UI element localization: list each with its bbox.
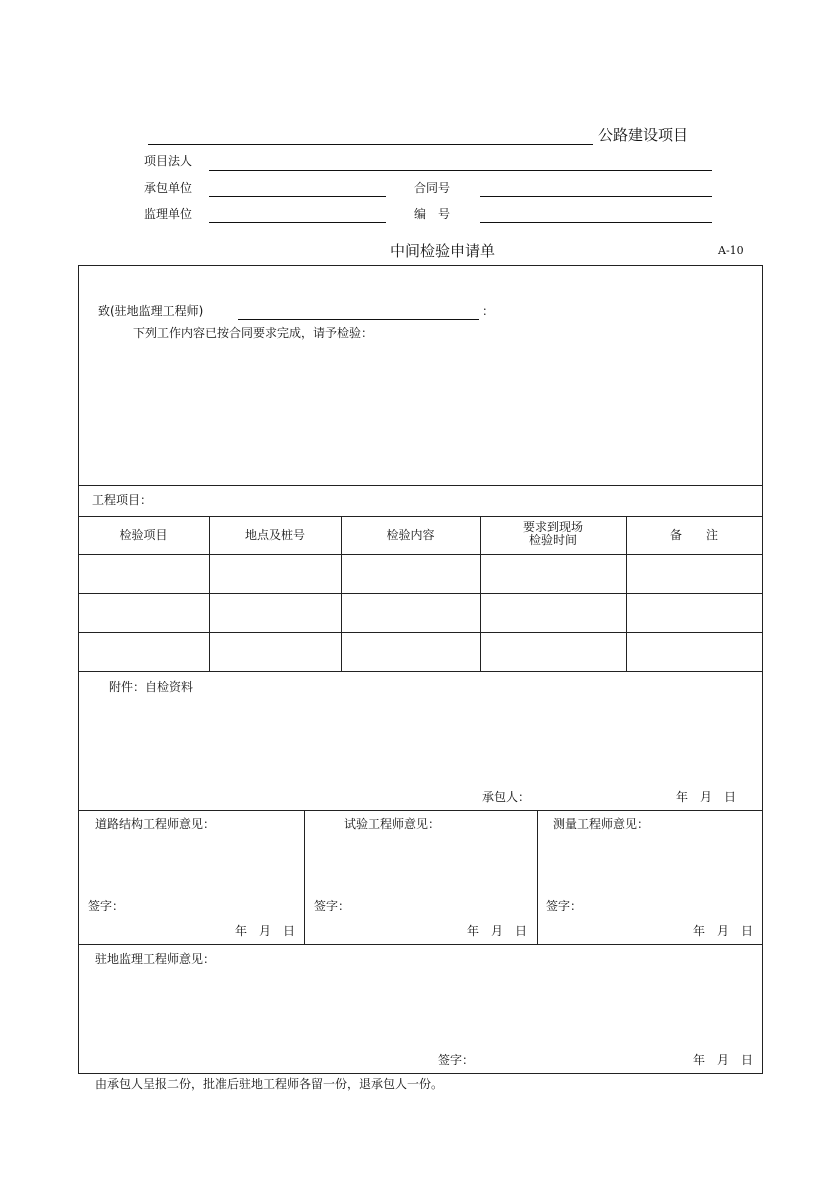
test-engineer-date: 年 月 日 bbox=[467, 924, 528, 938]
legal-person-label: 项目法人 bbox=[144, 154, 193, 168]
contractor-date: 年 月 日 bbox=[676, 790, 737, 804]
contract-no-field[interactable] bbox=[480, 196, 712, 197]
contractor-label: 承包单位 bbox=[144, 181, 193, 195]
legal-person-field[interactable] bbox=[209, 170, 712, 171]
attachment-label: 附件：自检资料 bbox=[109, 680, 194, 694]
table-row bbox=[78, 554, 762, 555]
survey-engineer-sign: 签字： bbox=[546, 899, 583, 913]
to-colon: ： bbox=[482, 304, 495, 318]
divider bbox=[78, 810, 762, 811]
test-engineer-sign: 签字： bbox=[314, 899, 351, 913]
form-code: A-10 bbox=[718, 244, 744, 257]
table-header-remarks: 备 注 bbox=[669, 528, 718, 542]
table-header-content: 检验内容 bbox=[386, 528, 435, 542]
divider bbox=[78, 485, 762, 486]
project-suffix: 公路建设项目 bbox=[598, 126, 689, 144]
table-row bbox=[78, 593, 762, 594]
resident-sign-label: 签字： bbox=[438, 1053, 475, 1067]
test-engineer-opinion-label: 试验工程师意见： bbox=[344, 817, 441, 831]
table-header-time-line2: 检验时间 bbox=[528, 533, 577, 547]
road-engineer-opinion-label: 道路结构工程师意见： bbox=[95, 817, 216, 831]
survey-engineer-date: 年 月 日 bbox=[693, 924, 754, 938]
project-label: 工程项目： bbox=[92, 493, 153, 507]
table-row bbox=[78, 671, 762, 672]
supervisor-label: 监理单位 bbox=[144, 207, 193, 221]
project-name-line[interactable] bbox=[148, 144, 593, 145]
supervisor-field[interactable] bbox=[209, 222, 386, 223]
resident-opinion-label: 驻地监理工程师意见： bbox=[95, 952, 216, 966]
table-header-inspection-item: 检验项目 bbox=[119, 528, 168, 542]
contractor-sign-label: 承包人： bbox=[482, 790, 531, 804]
table-header-location: 地点及桩号 bbox=[244, 528, 305, 542]
contract-no-label: 合同号 bbox=[414, 181, 451, 195]
number-label: 编 号 bbox=[414, 207, 451, 221]
divider bbox=[78, 944, 762, 945]
resident-engineer-field[interactable] bbox=[238, 319, 479, 320]
form-title: 中间检验申请单 bbox=[390, 242, 496, 260]
divider bbox=[78, 516, 762, 517]
to-label: 致(驻地监理工程师) bbox=[98, 304, 204, 318]
request-text: 下列工作内容已按合同要求完成，请予检验： bbox=[133, 326, 374, 340]
table-row bbox=[78, 632, 762, 633]
table-header-time-line1: 要求到现场 bbox=[522, 520, 583, 534]
footer-note: 由承包人呈报二份，批准后驻地工程师各留一份，退承包人一份。 bbox=[95, 1077, 444, 1091]
col-divider bbox=[537, 810, 538, 944]
col-divider bbox=[304, 810, 305, 944]
contractor-field[interactable] bbox=[209, 196, 386, 197]
road-engineer-sign: 签字： bbox=[88, 899, 125, 913]
survey-engineer-opinion-label: 测量工程师意见： bbox=[553, 817, 650, 831]
resident-date: 年 月 日 bbox=[693, 1053, 754, 1067]
number-field[interactable] bbox=[480, 222, 712, 223]
road-engineer-date: 年 月 日 bbox=[235, 924, 296, 938]
